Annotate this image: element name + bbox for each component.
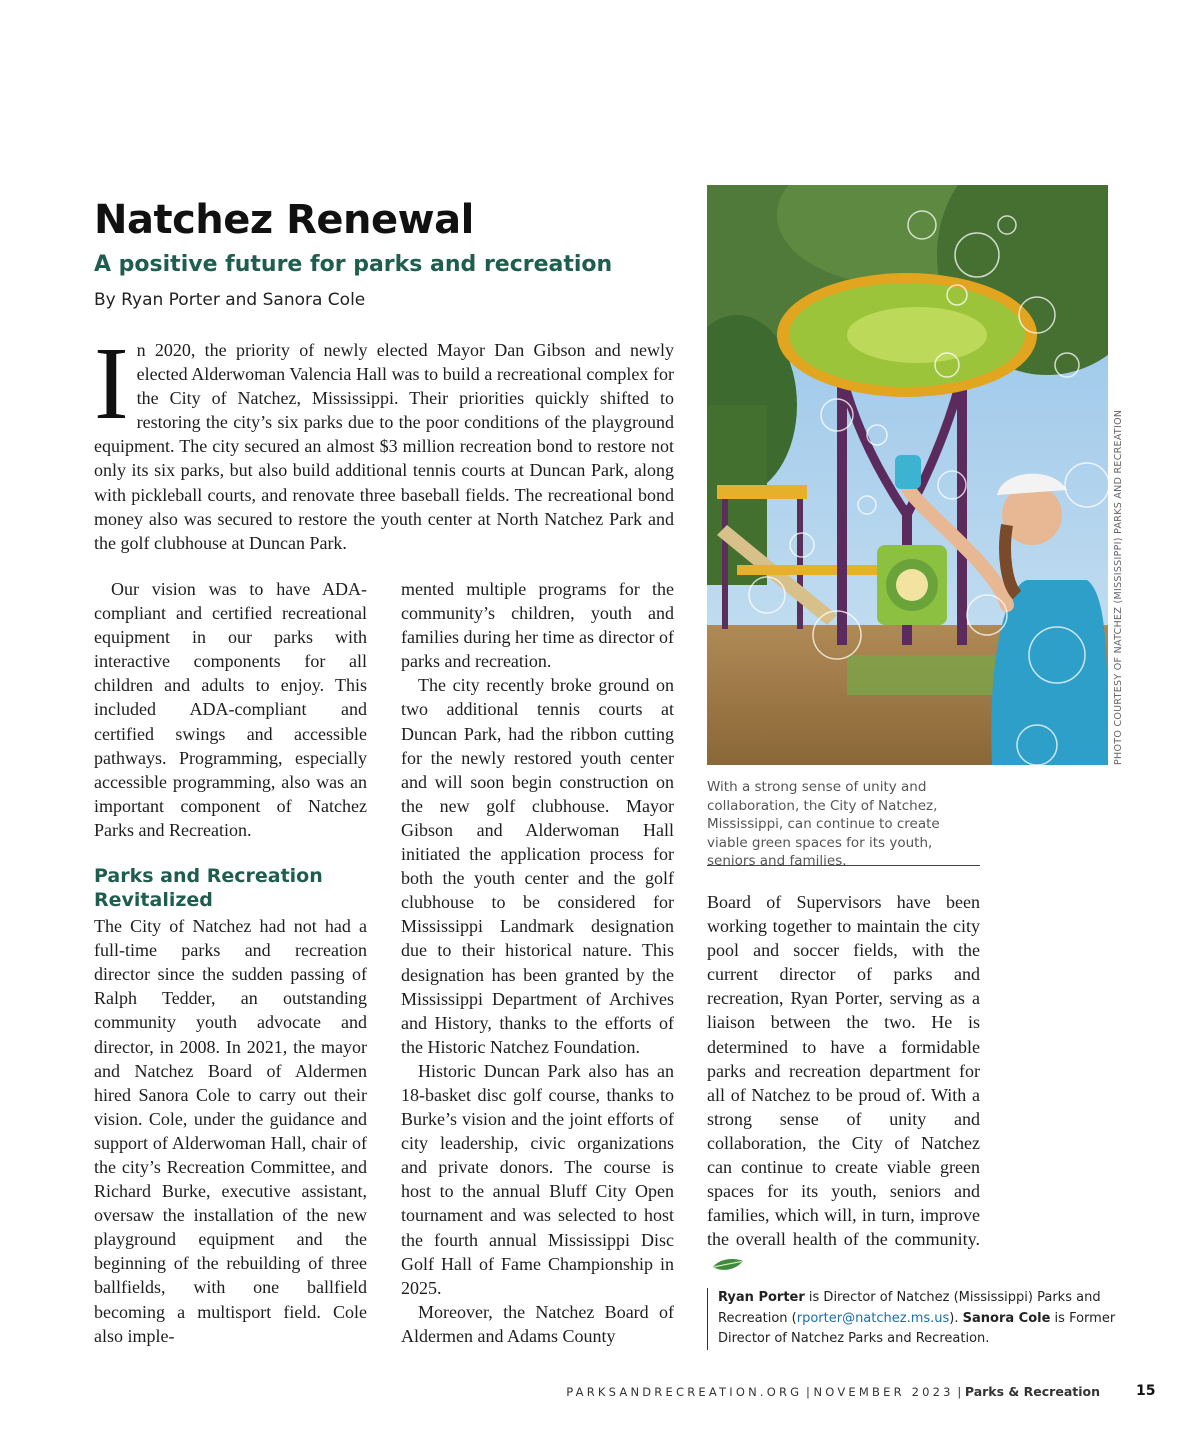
column-2 [401,577,674,1348]
leaf-icon [711,1257,745,1273]
article-subtitle: A positive future for parks and recreation [94,252,613,277]
caption-divider [707,865,980,866]
col3-paragraph-1 [707,890,980,1276]
col2-paragraph-2: The city recently broke ground on two additional tennis courts at Duncan Park, had the ribbon cutting for the newly restored youth center and will soon begin construction on the new golf clubhouse. Mayor Gibson and Alderwoman Hall initiated the application process for both the youth center and the golf clubhouse to be considered for Mississippi Landmark designation due to their historical nature. This designation has been granted by the Mississippi Department of Archives and History, thanks to the efforts of the Historic Natchez Foundation. [401,675,674,1057]
playground-photo-illustration [707,185,1108,765]
col3-text: Board of Supervisors have been working together to maintain the city pool and soccer fields, with the current director of parks and recreation, Ryan Porter, serving as a liaison between the two. He is determined to have a formidable parks and recreation department for all of Natchez to be proud of. With a strong sense of unity and collaboration, the City of Natchez can continue to create viable green spaces for its youth, seniors and families, which will, in turn, improve the overall health of the community. [707,892,980,1250]
col1-paragraph-1: Our vision was to have ADA-compliant and certified recreational equipment in our parks with interactive components for all children and adults to enjoy. This included ADA-compliant and certified swings and accessible pathways. Programming, especially accessible programming, also was an important component of Natchez Parks and Recreation. [94,579,367,840]
col1-paragraph-2: The City of Natchez had not had a full-time parks and recreation director since the sudden passing of Ralph Tedder, an outstanding community youth advocate and director, in 2008. In 2021, the mayor and Natchez Board of Aldermen hired Sanora Cole to carry out their vision. Cole, under the guidance and support of Alderwoman Hall, chair of the city’s Recreation Committee, and Richard Burke, executive assistant, oversaw the installation of the new playground equipment and the beginning of the rebuilding of three ballfields, with one ballfield becoming a multisport field. Cole also imple- [94,916,367,1346]
column-3 [707,890,980,1276]
page-footer [566,1383,1100,1401]
bio-text-1: is Director of Natchez (Mississippi) Parks and Recreation ( [718,1290,1101,1326]
bio-name-2: Sanora Cole [962,1310,1051,1326]
col2-paragraph-1: mented multiple programs for the community’s children, youth and families during her time as director of parks and recreation. [401,579,674,672]
intro-text: n 2020, the priority of newly elected Mayor Dan Gibson and newly elected Alderwoman Valencia Hall was to build a recreational complex for the City of Natchez, Mississippi. Their priorities quickly shifted to restoring the city’s six parks due to the poor conditions of the playground equipment. The city secured an almost $3 million recreation bond to restore not only its six parks, but also build additional tennis courts at Duncan Park, along with pickleball courts, and renovate three baseball fields. The recreational bond money also was secured to restore the youth center at North Natchez Park and the golf clubhouse at Duncan Park. [94,340,674,553]
col2-paragraph-4: Moreover, the Natchez Board of Aldermen and Adams County [401,1301,674,1346]
drop-cap: I [94,326,129,441]
byline: By Ryan Porter and Sanora Cole [94,290,366,310]
page-number: 15 [1136,1383,1156,1399]
footer-site: PARKSANDRECREATION.ORG [566,1385,803,1399]
section-heading: Parks and Recreation Revitalized [94,865,323,912]
footer-separator: | [953,1385,965,1399]
author-bio [707,1288,1118,1350]
column-1 [94,577,367,1348]
bio-text-3: is Former Director of Natchez Parks and Recreation. [718,1310,1116,1346]
playground-photo [707,185,1108,765]
photo-credit: PHOTO COURTESY OF NATCHEZ (MISSISSIPPI) PARKS AND RECREATION [1113,409,1124,765]
footer-magazine: Parks & Recreation [964,1384,1100,1399]
author-email-link[interactable]: rporter@natchez.ms.us [796,1310,950,1326]
bio-text-2: ). [949,1310,963,1326]
article-title: Natchez Renewal [94,197,474,243]
footer-date: NOVEMBER 2023 [813,1385,954,1399]
intro-paragraph [94,326,674,555]
col2-paragraph-3: Historic Duncan Park also has an 18-basket disc golf course, thanks to Burke’s vision and the joint efforts of city leadership, civic organizations and private donors. The course is host to the annual Bluff City Open tournament and was selected to host the fourth annual Mississippi Disc Golf Hall of Fame Championship in 2025. [401,1060,674,1298]
photo-caption: With a strong sense of unity and collaboration, the City of Natchez, Mississippi, can continue to create viable green spaces for its youth, seniors and families. [707,779,940,869]
bio-name-1: Ryan Porter [718,1290,805,1305]
footer-separator: | [802,1385,814,1399]
